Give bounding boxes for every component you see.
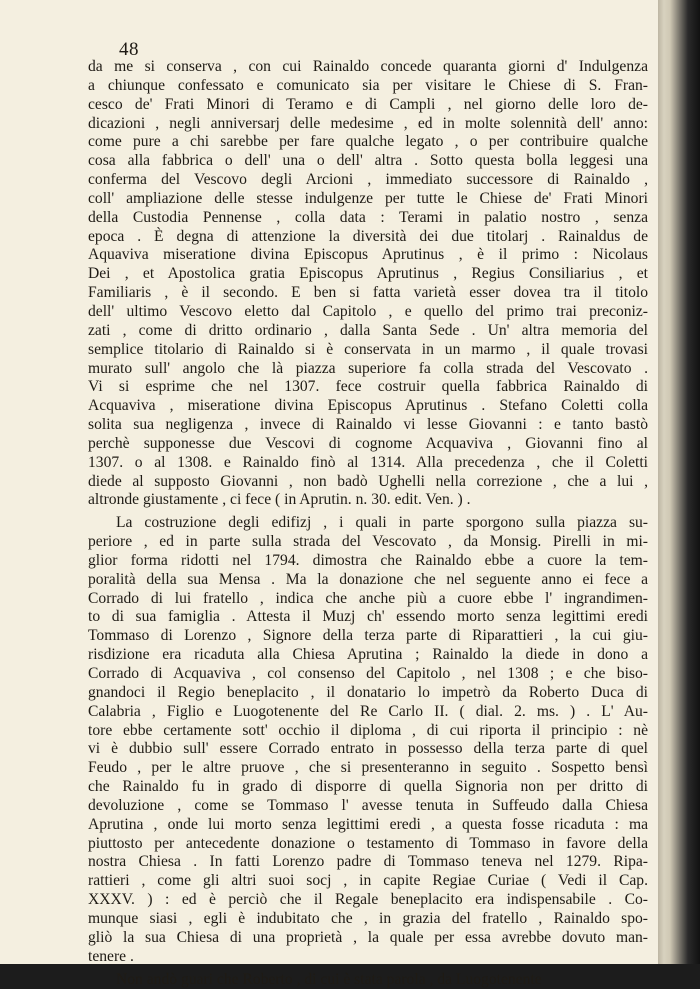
text-line: Feudo , per le altre pruove , che si presenteranno in seguito . Sospetto bensì — [88, 759, 648, 778]
text-line: che Rainaldo fu in grado di disporre di quella Signoria non per dritto di — [88, 778, 648, 797]
text-line: epoca . È degna di attenzione la diversità dei due titolarj . Rainaldus de — [88, 228, 648, 247]
text-line: Tommaso di Lorenzo , Signore della terza parte di Riparattieri , la cui giu- — [88, 627, 648, 646]
text-line: Aprutina , onde lui morto senza legittimi eredi , a questa fosse ricaduta : ma — [88, 816, 648, 835]
text-line: coll' ampliazione delle stesse indulgenze per tutte le Chiese de' Frati Minori — [88, 190, 648, 209]
text-line: piuttosto per antecedente donazione o testamento di Tommaso in favore della — [88, 835, 648, 854]
text-line: cosa alla fabbrica o dell' una o dell' altra . Sotto questa bolla leggesi una — [88, 152, 648, 171]
text-line: vi è dubbio sull' essere Corrado entrato in possesso della terza parte di quel — [88, 740, 648, 759]
text-line: gnandoci il Regio beneplacito , il donatario lo impetrò da Roberto Duca di — [88, 684, 648, 703]
text-line: diede al supposto Giovanni , non badò Ughelli nella correzione , che a lui , — [88, 473, 648, 492]
text-line: Familiaris , è il secondo. E ben si fatta varietà esser dovea tra il titolo — [88, 284, 648, 303]
text-line: da me si conserva , con cui Rainaldo concede quaranta giorni d' Indulgenza — [88, 58, 648, 77]
text-line: Non andò guari che Roberto , di cui è stata parola , da Luogotenente — [88, 971, 648, 989]
text-line: tore ebbe certamente sott' occhio il diploma , di cui riporta il principio : nè — [88, 722, 648, 741]
page-number: 48 — [119, 39, 139, 61]
text-line: Acquaviva , miseratione divina Episcopus Aprutinus . Stefano Coletti colla — [88, 397, 648, 416]
text-line: nostra Chiesa . In fatti Lorenzo padre di Tommaso teneva nel 1279. Ripa- — [88, 853, 648, 872]
text-line: zati , come di dritto ordinario , dalla Santa Sede . Un' altra memoria del — [88, 322, 648, 341]
text-line: tenere . — [88, 948, 648, 967]
text-line: to di sua famiglia . Attesta il Muzj ch' essendo morto senza legittimi eredi — [88, 608, 648, 627]
text-line: conferma del Vescovo degli Arcioni , immediato successore di Rainaldo , — [88, 171, 648, 190]
text-line: devoluzione , come se Tommaso l' avesse tenuta in Suffeudo dalla Chiesa — [88, 797, 648, 816]
text-line: gliò la sua Chiesa di una proprietà , la quale per essa avrebbe dovuto man- — [88, 929, 648, 948]
text-line: risdizione era ricaduta alla Chiesa Aprutina ; Rainaldo la diede in dono a — [88, 646, 648, 665]
text-line: XXXV. ) : ed è perciò che il Regale beneplacito era indispensabile . Co- — [88, 891, 648, 910]
text-line: poralità della sua Mensa . Ma la donazione che nel seguente anno ei fece a — [88, 571, 648, 590]
text-line: murato sull' angolo che là piazza superiore fa colla strada del Vescovato . — [88, 360, 648, 379]
text-line: perchè supponesse due Vescovi di cognome Acquaviva , Giovanni fino al — [88, 435, 648, 454]
text-line: cesco de' Frati Minori di Teramo e di Campli , nel giorno delle loro de- — [88, 96, 648, 115]
text-line: Dei , et Apostolica gratia Episcopus Aprutinus , Regius Consiliarius , et — [88, 265, 648, 284]
text-line: Corrado di Acquaviva , col consenso del Capitolo , nel 1308 ; e che biso- — [88, 665, 648, 684]
text-line: 1307. o al 1308. e Rainaldo finò al 1314. Alla precedenza , che il Coletti — [88, 454, 648, 473]
text-line: Corrado di lui fratello , indica che anche più a cuore ebbe l' ingrandimen- — [88, 590, 648, 609]
text-line: munque siasi , egli è indubitato che , in grazia del fratello , Rainaldo spo- — [88, 910, 648, 929]
text-line: rattieri , come gli altri suoi socj , in capite Regiae Curiae ( Vedi il Cap. — [88, 872, 648, 891]
text-line: La costruzione degli edifizj , i quali in parte sporgono sulla piazza su- — [88, 514, 648, 533]
text-line: periore , ed in parte sulla strada del Vescovato , da Monsig. Pirelli in mi- — [88, 533, 648, 552]
page-edge-shadow — [658, 0, 700, 964]
text-line: Calabria , Figlio e Luogotenente del Re Carlo II. ( dial. 2. ms. ) . L' Au- — [88, 703, 648, 722]
text-line: semplice titolario di Rainaldo si è conservata in un marmo , il quale trovasi — [88, 341, 648, 360]
text-line: Aquaviva miseratione divina Episcopus Aprutinus , è il primo : Nicolaus — [88, 246, 648, 265]
text-line: come pure a chi sarebbe per fare qualche legato , o per contribuire qualche — [88, 133, 648, 152]
text-line: dicazioni , negli anniversarj delle medesime , ed in molte solennità dell' anno: — [88, 115, 648, 134]
text-line: solita sua negligenza , invece di Rainaldo vi lesse Giovanni : e tanto bastò — [88, 416, 648, 435]
text-line: Vi si esprime che nel 1307. fece costruir quella fabbrica Rainaldo di — [88, 378, 648, 397]
text-line: a chiunque confessato e comunicato sia per visitare le Chiese di S. Fran- — [88, 77, 648, 96]
text-line: dell' ultimo Vescovo eletto dal Capitolo , e quello del primo trai preconiz- — [88, 303, 648, 322]
text-line: altronde giustamente , ci fece ( in Aprutin. n. 30. edit. Ven. ) . — [88, 491, 648, 510]
body-text — [88, 58, 648, 989]
text-line: della Custodia Pennense , colla data : Terami in palatio nostro , senza — [88, 209, 648, 228]
text-line: glior forma ridotti nel 1794. dimostra che Rainaldo ebbe a cuore la tem- — [88, 552, 648, 571]
